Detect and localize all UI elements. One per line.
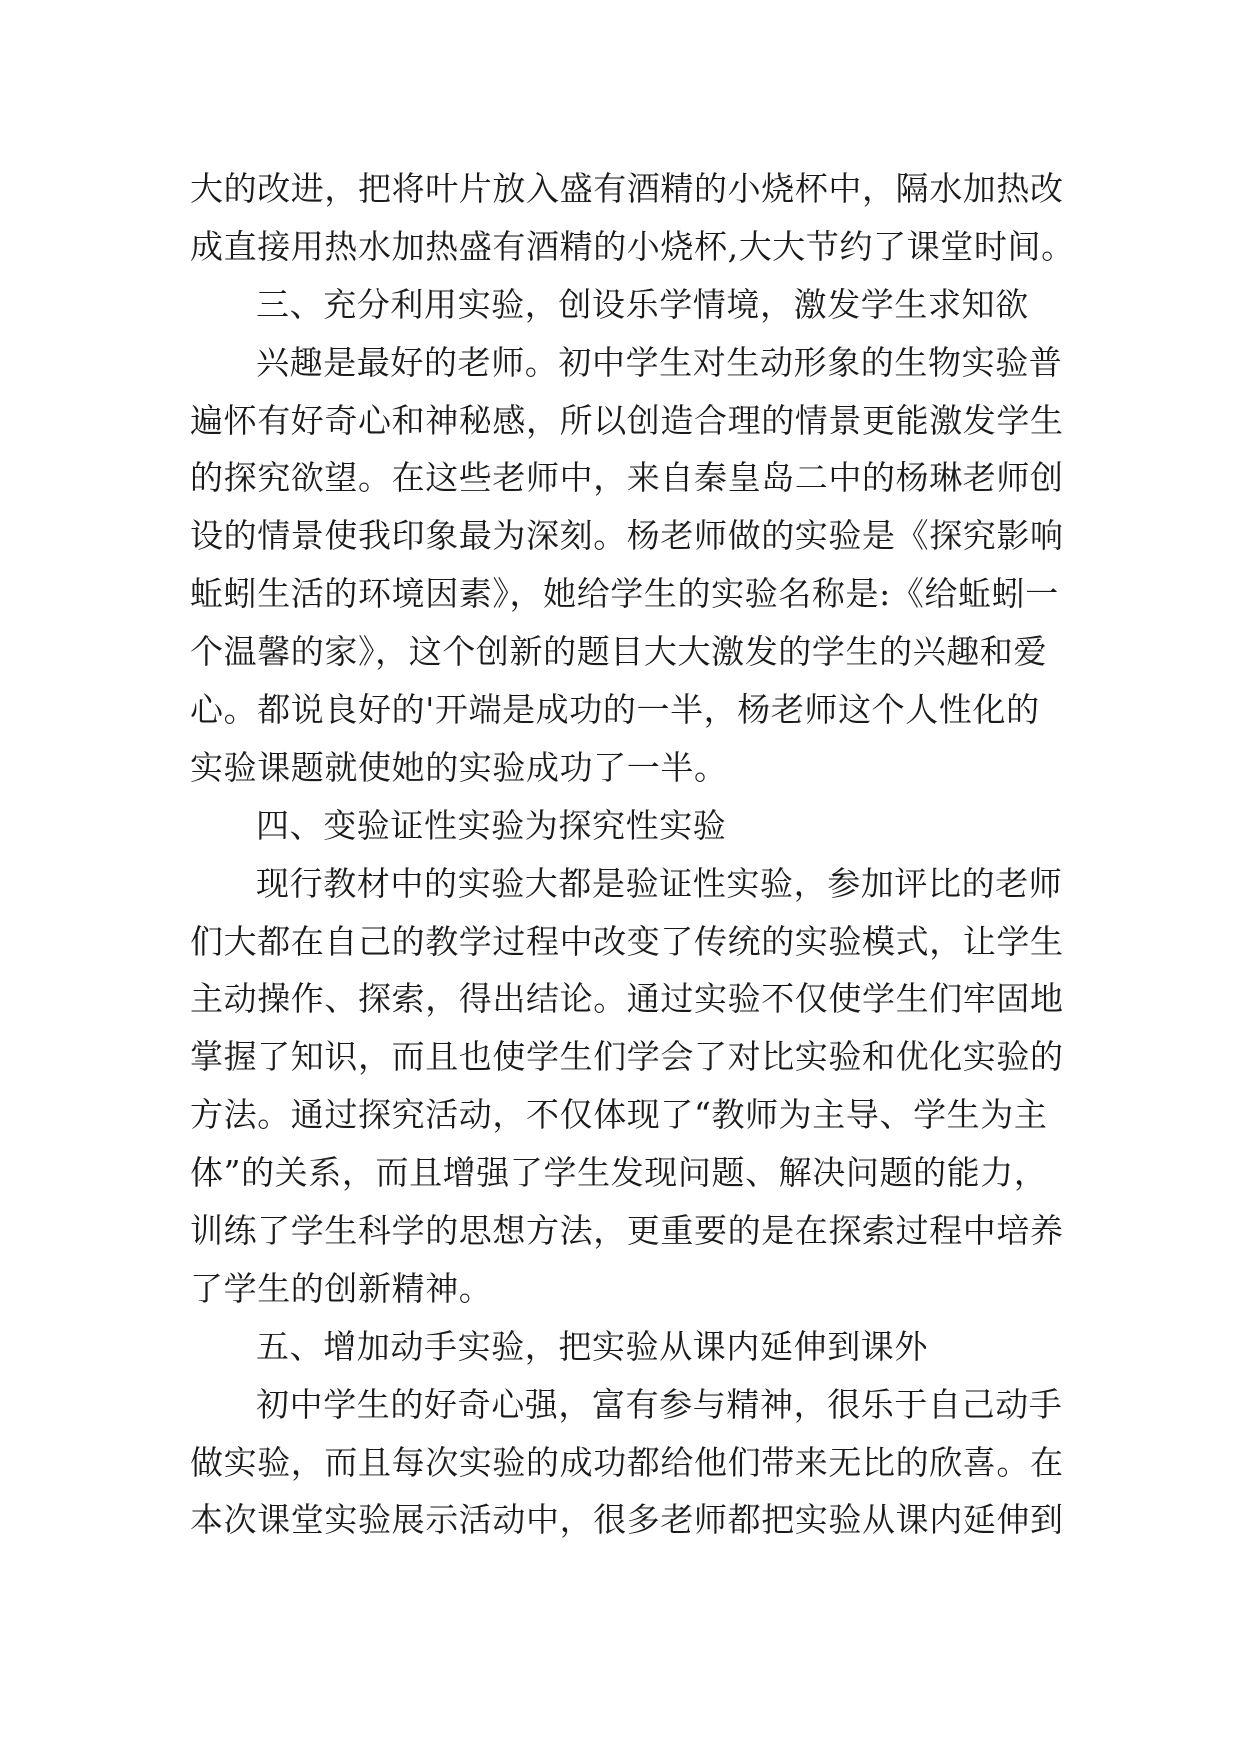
text-line: 方法。通过探究活动，不仅体现了“教师为主导、学生为主 [190, 1095, 1048, 1135]
text-line: 现行教材中的实验大都是验证性实验，参加评比的老师 [256, 863, 1063, 903]
text-line: 遍怀有好奇心和神秘感，所以创造合理的情景更能激发学生 [190, 400, 1064, 440]
text-line: 五、增加动手实验，把实验从课内延伸到课外 [256, 1326, 928, 1366]
text-line: 个温馨的家》，这个创新的题目大大激发的学生的兴趣和爱 [190, 632, 1048, 672]
text-line: 掌握了知识，而且也使学生们学会了对比实验和优化实验的 [190, 1037, 1064, 1077]
text-line: 兴趣是最好的老师。初中学生对生动形象的生物实验普 [256, 342, 1063, 382]
text-line: 心。都说良好的'开端是成功的一半，杨老师这个人性化的 [190, 690, 1040, 730]
text-line: 实验课题就使她的实验成功了一半。 [190, 747, 728, 787]
text-line: 成直接用热水加热盛有酒精的小烧杯,大大节约了课堂时间。 [190, 226, 1075, 266]
text-line: 大的改进，把将叶片放入盛有酒精的小烧杯中，隔水加热改 [190, 169, 1064, 208]
text-line: 体”的关系，而且增强了学生发现问题、解决问题的能力， [190, 1153, 1048, 1193]
document-body [190, 160, 1075, 1549]
text-line: 主动操作、探索，得出结论。通过实验不仅使学生们牢固地 [190, 979, 1064, 1019]
text-line: 本次课堂实验展示活动中，很多老师都把实验从课内延伸到 [190, 1500, 1064, 1540]
text-line: 们大都在自己的教学过程中改变了传统的实验模式，让学生 [190, 921, 1064, 961]
text-line: 做实验，而且每次实验的成功都给他们带来无比的欣喜。在 [190, 1442, 1064, 1482]
text-line: 蚯蚓生活的环境因素》，她给学生的实验名称是:《给蚯蚓一 [190, 574, 1059, 614]
text-line: 了学生的创新精神。 [190, 1268, 493, 1308]
text-line: 设的情景使我印象最为深刻。杨老师做的实验是《探究影响 [190, 516, 1064, 556]
text-line: 的探究欲望。在这些老师中，来自秦皇岛二中的杨琳老师创 [190, 458, 1064, 498]
text-line: 初中学生的好奇心强，富有参与精神，很乐于自己动手 [256, 1384, 1063, 1424]
text-line: 四、变验证性实验为探究性实验 [256, 805, 727, 845]
text-line: 三、充分利用实验，创设乐学情境，激发学生求知欲 [256, 284, 1029, 324]
text-line: 训练了学生科学的思想方法，更重要的是在探索过程中培养 [190, 1211, 1064, 1251]
